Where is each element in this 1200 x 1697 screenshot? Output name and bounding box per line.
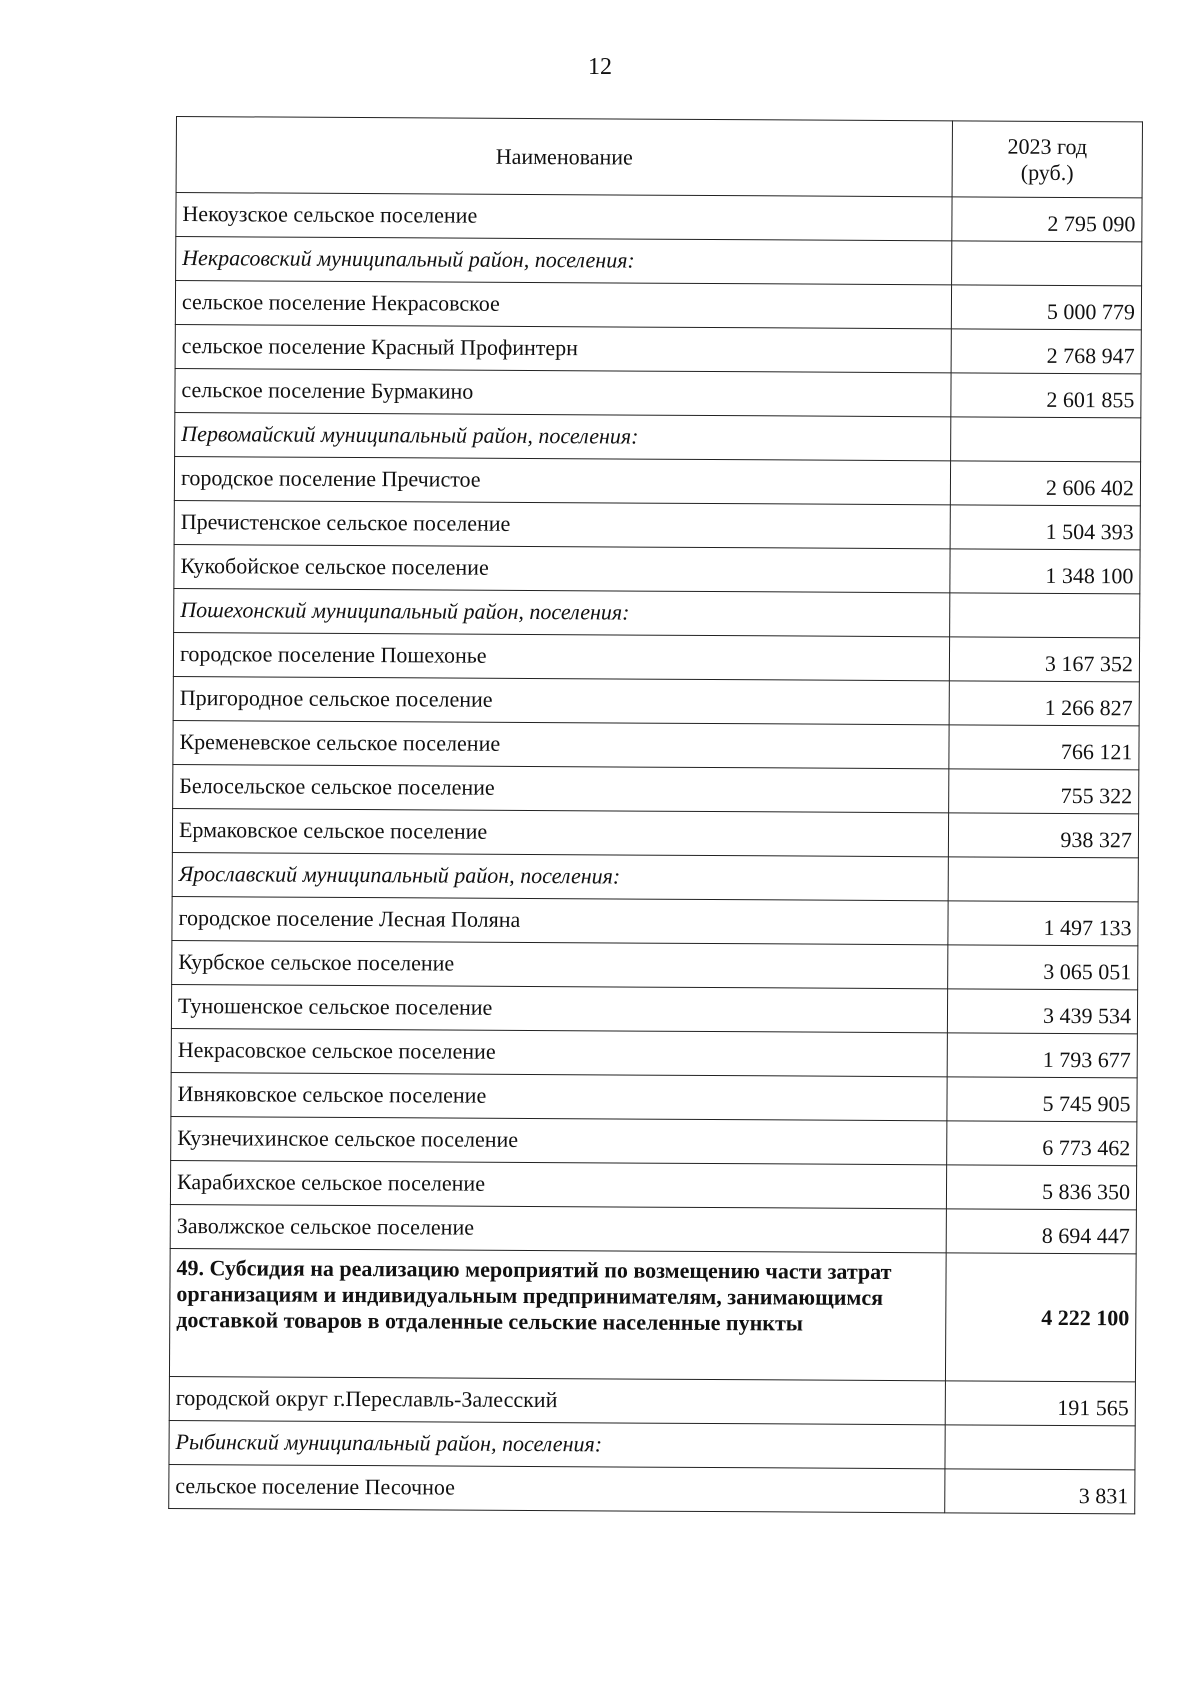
table-row [169, 1464, 1135, 1513]
table-row-district [172, 852, 1138, 901]
row-value-cell: 2 606 402 [950, 461, 1140, 506]
header-name-cell: Наименование [176, 117, 952, 197]
row-name-cell: Ермаковское сельское поселение [172, 808, 948, 856]
table-row [169, 1376, 1135, 1425]
row-value-cell: 2 795 090 [952, 197, 1142, 242]
row-value-cell: 6 773 462 [947, 1121, 1137, 1166]
row-value-cell: 3 831 [945, 1469, 1135, 1514]
row-value-cell: 1 504 393 [950, 505, 1140, 550]
table-row-district [169, 1420, 1135, 1469]
table-row-subsidy [169, 1248, 1136, 1381]
row-name-cell: Кременевское сельское поселение [173, 720, 949, 768]
table-row-district [175, 412, 1141, 461]
table-row-district [174, 588, 1140, 637]
row-name-cell: городское поселение Пречистое [174, 456, 950, 504]
table-row [172, 940, 1138, 989]
row-name-cell: Туношенское сельское поселение [171, 984, 947, 1032]
row-value-cell: 3 439 534 [947, 989, 1137, 1034]
row-name-cell: городской округ г.Переславль-Залесский [169, 1376, 945, 1424]
table-row [175, 281, 1141, 330]
row-value-cell: 766 121 [949, 725, 1139, 770]
table-row-district [176, 237, 1142, 286]
row-value-cell: 191 565 [945, 1381, 1135, 1426]
table-row [171, 1028, 1137, 1077]
row-name-cell: сельское поселение Песочное [169, 1464, 945, 1512]
row-value-cell: 1 793 677 [947, 1033, 1137, 1078]
row-name-cell: городское поселение Пошехонье [173, 632, 949, 680]
table-row [174, 544, 1140, 593]
table-row [176, 193, 1142, 242]
row-name-cell: Рыбинский муниципальный район, поселения: [169, 1420, 945, 1468]
row-name-cell: сельское поселение Некрасовское [175, 281, 951, 329]
table-row [175, 324, 1141, 373]
row-name-cell: Курбское сельское поселение [172, 940, 948, 988]
table-body [169, 193, 1142, 1514]
row-value-cell: 4 222 100 [945, 1253, 1136, 1382]
row-value-cell [951, 417, 1141, 462]
table-row [174, 500, 1140, 549]
row-value-cell [948, 857, 1138, 902]
table-row [171, 984, 1137, 1033]
row-name-cell: Белосельское сельское поселение [173, 764, 949, 812]
row-value-cell: 2 768 947 [951, 329, 1141, 374]
table-row [174, 456, 1140, 505]
row-name-cell: Карабихское сельское поселение [170, 1160, 946, 1208]
row-name-cell: Первомайский муниципальный район, поселения: [175, 412, 951, 460]
row-name-cell: Пригородное сельское поселение [173, 676, 949, 724]
row-name-cell: 49. Субсидия на реализацию мероприятий по возмещению части затрат организациям и индивидуальным предпринимателям, занимающимся доставкой товаров в отдаленные сельские населенные пункты [169, 1248, 946, 1380]
row-name-cell: сельское поселение Красный Профинтерн [175, 324, 951, 372]
row-value-cell: 1 348 100 [950, 549, 1140, 594]
row-value-cell: 1 497 133 [948, 901, 1138, 946]
row-name-cell: Пречистенское сельское поселение [174, 500, 950, 548]
row-name-cell: Некрасовское сельское поселение [171, 1028, 947, 1076]
row-name-cell: Заволжское сельское поселение [170, 1204, 946, 1252]
row-name-cell: Некоузское сельское поселение [176, 193, 952, 241]
page-number: 12 [588, 54, 612, 80]
row-value-cell: 938 327 [948, 813, 1138, 858]
row-value-cell: 1 266 827 [949, 681, 1139, 726]
row-value-cell: 2 601 855 [951, 373, 1141, 418]
table-row [173, 764, 1139, 813]
row-value-cell [950, 593, 1140, 638]
row-name-cell: городское поселение Лесная Поляна [172, 896, 948, 944]
header-value-cell [952, 121, 1142, 198]
table-row [173, 632, 1139, 681]
table-row [173, 720, 1139, 769]
row-name-cell: Кукобойское сельское поселение [174, 544, 950, 592]
row-value-cell: 8 694 447 [946, 1209, 1136, 1254]
row-value-cell: 3 065 051 [948, 945, 1138, 990]
row-name-cell: Некрасовский муниципальный район, поселения: [176, 237, 952, 285]
table-row [170, 1160, 1136, 1209]
row-value-cell: 5 836 350 [946, 1165, 1136, 1210]
header-value-year: 2023 год [1007, 133, 1088, 159]
row-value-cell: 5 745 905 [947, 1077, 1137, 1122]
table-row [173, 676, 1139, 725]
row-name-cell: Пошехонский муниципальный район, поселения: [174, 588, 950, 636]
table-row [175, 368, 1141, 417]
row-name-cell: Ярославский муниципальный район, поселения: [172, 852, 948, 900]
header-value-unit: (руб.) [1020, 159, 1074, 185]
row-name-cell: сельское поселение Бурмакино [175, 368, 951, 416]
table-row [171, 1116, 1137, 1165]
row-name-cell: Ивняковское сельское поселение [171, 1072, 947, 1120]
row-name-cell: Кузнечихинское сельское поселение [171, 1116, 947, 1164]
row-value-cell: 5 000 779 [951, 285, 1141, 330]
table-row [170, 1204, 1136, 1253]
row-value-cell [952, 241, 1142, 286]
table-row [172, 896, 1138, 945]
row-value-cell: 3 167 352 [949, 637, 1139, 682]
table-row [171, 1072, 1137, 1121]
row-value-cell [945, 1425, 1135, 1470]
table-header-row [176, 117, 1142, 198]
row-value-cell: 755 322 [949, 769, 1139, 814]
budget-table [168, 116, 1143, 1514]
table-row [172, 808, 1138, 857]
